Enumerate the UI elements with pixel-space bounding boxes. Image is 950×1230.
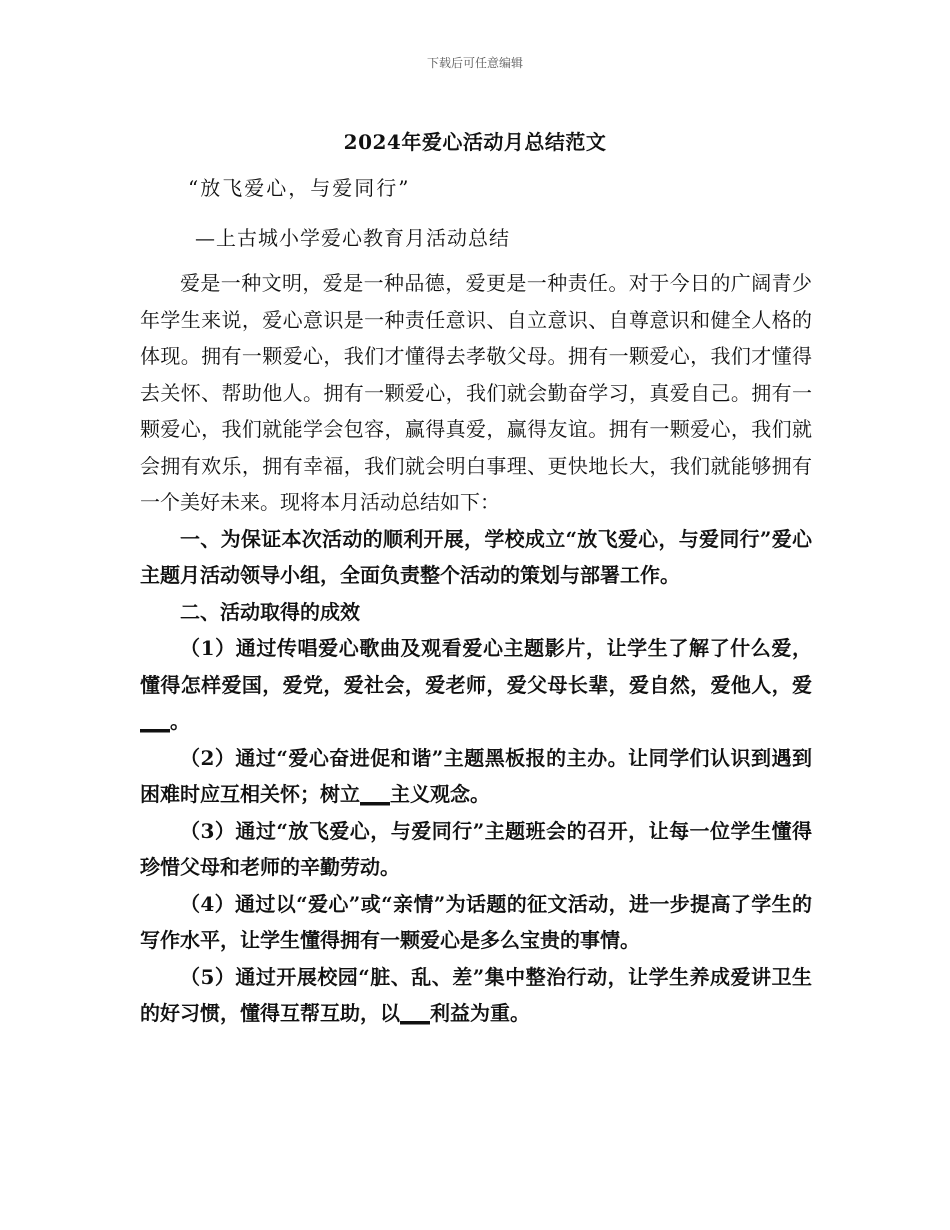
- item-2-blank: ___: [360, 782, 390, 806]
- section-2-heading: 二、活动取得的成效: [180, 599, 360, 624]
- header-note: 下载后可任意编辑: [426, 56, 523, 70]
- section-1-paragraph: 一、为保证本次活动的顺利开展，学校成立“放飞爱心，与爱同行”爱心主题月活动领导小组，全面负责整个活动的策划与部署工作。: [140, 526, 812, 587]
- intro-paragraph: 爱是一种文明，爱是一种品德，爱更是一种责任。对于今日的广阔青少年学生来说，爱心意识是一种责任意识、自立意识、自尊意识和健全人格的体现。拥有一颗爱心，我们才懂得去孝敬父母。拥有一颗爱心，我们才懂得去关怀、帮助他人。拥有一颗爱心，我们就会勤奋学习，真爱自己。拥有一颗爱心，我们就能学会包容，赢得真爱，赢得友谊。拥有一颗爱心，我们就会拥有欢乐，拥有幸福，我们就会明白事理、更快地长大，我们就能够拥有一个美好未来。现将本月活动总结如下：: [140, 271, 812, 514]
- item-2-paragraph: [140, 740, 812, 813]
- item-4-paragraph: （4）通过以“爱心”或“亲情”为话题的征文活动，进一步提高了学生的写作水平，让学生懂得拥有一颗爱心是多么宝贵的事情。: [140, 891, 812, 952]
- item-1-blank: ___: [140, 709, 170, 733]
- item-1-text: （1）通过传唱爱心歌曲及观看爱心主题影片，让学生了解了什么爱，懂得怎样爱国，爱党，爱社会，爱老师，爱父母长辈，爱自然，爱他人，爱: [140, 636, 812, 697]
- item-1-paragraph: [140, 630, 812, 740]
- item-3-paragraph: （3）通过“放飞爱心，与爱同行”主题班会的召开，让每一位学生懂得珍惜父母和老师的辛勤劳动。: [140, 818, 812, 879]
- document-subtitle: “放飞爱心，与爱同行”: [188, 176, 411, 200]
- document-title: 2024年爱心活动月总结范文: [343, 130, 607, 154]
- item-5-end: 利益为重。: [430, 1001, 530, 1025]
- document-body: [140, 265, 812, 1032]
- item-5-text: （5）通过开展校园“脏、乱、差”集中整治行动，让学生养成爱讲卫生的好习惯，懂得互帮互助，以: [140, 964, 812, 1025]
- item-1-end: 。: [170, 709, 190, 733]
- item-2-text: （2）通过“爱心奋进促和谐”主题黑板报的主办。让同学们认识到遇到困难时应互相关怀；树立: [140, 745, 812, 806]
- document-subtitle-school: —上古城小学爱心教育月活动总结: [195, 226, 510, 250]
- item-5-paragraph: [140, 959, 812, 1032]
- item-5-blank: ___: [400, 1001, 430, 1025]
- item-2-end: 主义观念。: [390, 782, 490, 806]
